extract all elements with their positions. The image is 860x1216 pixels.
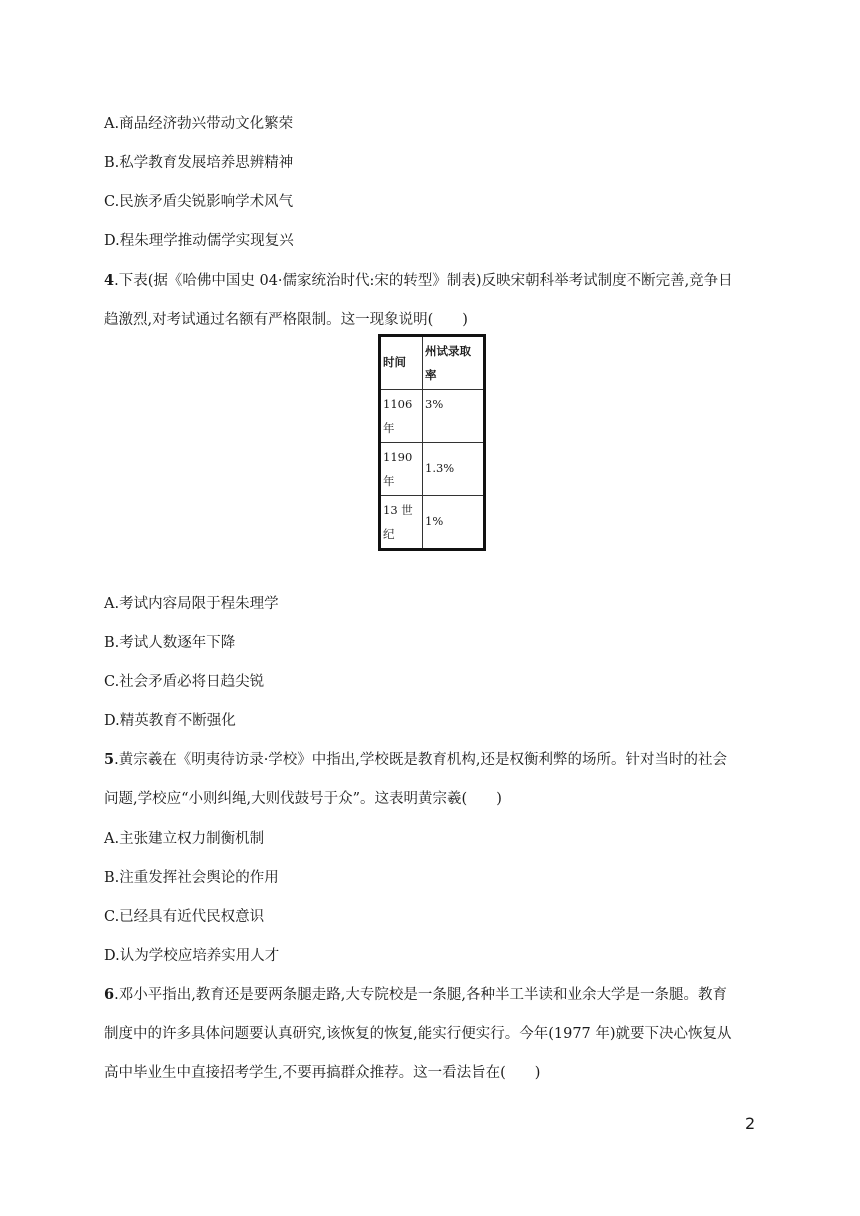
row-time: 13 世 纪 — [380, 496, 423, 550]
table-header-row — [380, 336, 485, 390]
q4-option-c: C.社会矛盾必将日趋尖锐 — [104, 674, 265, 690]
header-time: 时间 — [380, 336, 423, 390]
q6-number: 6 — [104, 986, 115, 1003]
q5-option-a: A.主张建立权力制衡机制 — [104, 831, 265, 847]
q5-option-b: B.注重发挥社会舆论的作用 — [104, 870, 279, 886]
row-rate: 3% — [423, 390, 485, 443]
header-rate: 州试录取 率 — [423, 336, 485, 390]
q5-stem-line2: 问题,学校应“小则纠绳,大则伐鼓号于众”。这表明黄宗羲( ) — [104, 791, 502, 807]
row-time: 1106 年 — [380, 390, 423, 443]
table-row — [380, 390, 485, 443]
q4-stem-text1: .下表(据《哈佛中国史 04·儒家统治时代:宋的转型》制表)反映宋朝科举考试制度不断完善,竞争日 — [114, 273, 733, 289]
exam-rate-table — [378, 334, 486, 551]
q4-option-b: B.考试人数逐年下降 — [104, 635, 236, 651]
q5-stem-line1 — [104, 750, 727, 770]
q4-stem-line2: 趋激烈,对考试通过名额有严格限制。这一现象说明( ) — [104, 312, 468, 328]
q3-option-b: B.私学教育发展培养思辨精神 — [104, 155, 294, 171]
q4-option-d: D.精英教育不断强化 — [104, 713, 236, 729]
page-number: 2 — [745, 1114, 756, 1133]
q6-stem-line2: 制度中的许多具体问题要认真研究,该恢复的恢复,能实行便实行。今年(1977 年)就要下决心恢复从 — [104, 1026, 732, 1042]
table-row — [380, 443, 485, 496]
q6-stem-line3: 高中毕业生中直接招考学生,不要再搞群众推荐。这一看法旨在( ) — [104, 1065, 541, 1081]
q3-option-d: D.程朱理学推动儒学实现复兴 — [104, 233, 294, 249]
q5-number: 5 — [104, 751, 115, 768]
row-rate: 1% — [423, 496, 485, 550]
q6-stem-text1: .邓小平指出,教育还是要两条腿走路,大专院校是一条腿,各种半工半读和业余大学是一条腿。教育 — [114, 987, 728, 1003]
q4-stem-line1 — [104, 271, 733, 291]
q4-number: 4 — [104, 272, 115, 289]
q5-stem-text1: .黄宗羲在《明夷待访录·学校》中指出,学校既是教育机构,还是权衡利弊的场所。针对当时的社会 — [114, 752, 728, 768]
row-rate: 1.3% — [423, 443, 485, 496]
q4-option-a: A.考试内容局限于程朱理学 — [104, 596, 279, 612]
q6-stem-line1 — [104, 985, 727, 1005]
q5-option-c: C.已经具有近代民权意识 — [104, 909, 265, 925]
q5-option-d: D.认为学校应培养实用人才 — [104, 948, 280, 964]
row-time: 1190 年 — [380, 443, 423, 496]
table-row — [380, 496, 485, 550]
q3-option-c: C.民族矛盾尖锐影响学术风气 — [104, 194, 294, 210]
q3-option-a: A.商品经济勃兴带动文化繁荣 — [104, 116, 294, 132]
